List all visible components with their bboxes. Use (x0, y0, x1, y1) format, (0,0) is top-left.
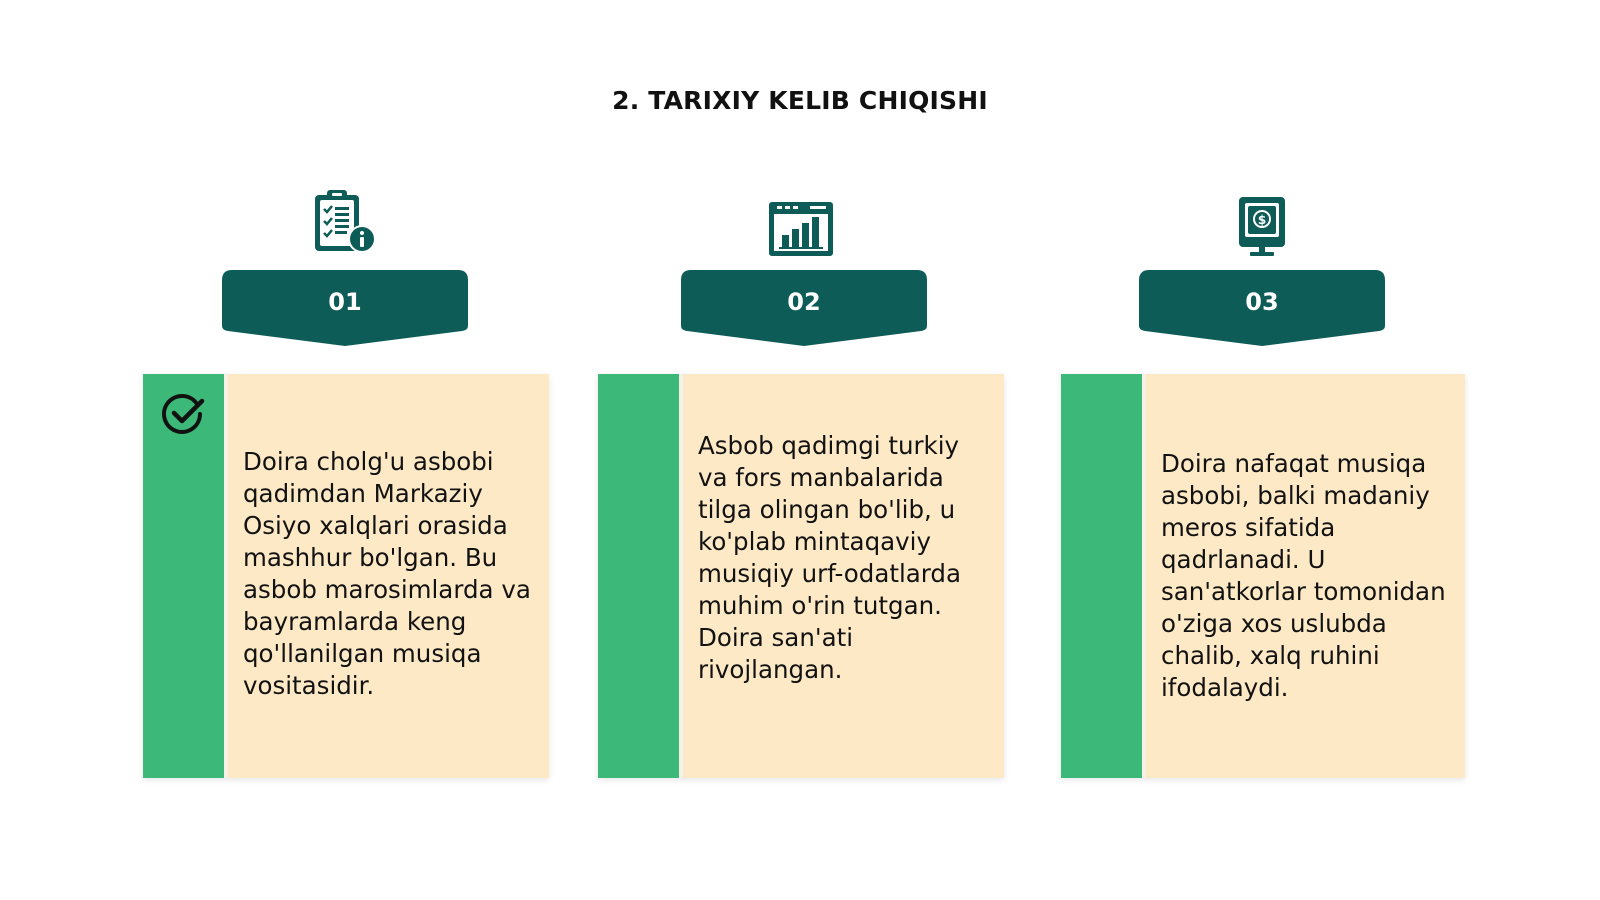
card-body (1142, 374, 1465, 778)
step-number: 03 (1245, 288, 1279, 316)
browser-bar-chart-icon (768, 201, 834, 261)
card-text: Doira nafaqat musiqa asbobi, balki madaniy meros sifatida qadrlanadi. U san'atkorlar tomonidan o'ziga xos uslubda chalib, xalq ruhini ifodalaydi. (1161, 449, 1446, 702)
step-number: 02 (787, 288, 821, 316)
step-badge-03 (1139, 270, 1385, 348)
card-accent-bar (1061, 374, 1142, 778)
info-card-02 (598, 374, 1004, 778)
card-body (224, 374, 549, 778)
card-accent-bar (598, 374, 679, 778)
page-title: 2. TARIXIY KELIB CHIQISHI (612, 86, 988, 115)
info-card-01 (143, 374, 549, 778)
card-text: Asbob qadimgi turkiy va fors manbalarida tilga olingan bo'lib, u ko'plab mintaqaviy musiqiy urf-odatlarda muhim o'rin tutgan. Doira san'ati rivojlangan. (698, 431, 961, 684)
step-badge-01 (222, 270, 468, 348)
step-number: 01 (328, 288, 362, 316)
card-accent-bar (143, 374, 224, 778)
card-text: Doira cholg'u asbobi qadimdan Markaziy Osiyo xalqlari orasida mashhur bo'lgan. Bu asbob marosimlarda va bayramlarda keng qo'llanilgan musiqa vositasidir. (243, 447, 531, 700)
step-badge-02 (681, 270, 927, 348)
card-body (679, 374, 1004, 778)
info-card-03 (1061, 374, 1465, 778)
monitor-dollar-icon (1236, 196, 1288, 262)
clipboard-checklist-info-icon (313, 189, 379, 259)
check-circle-icon (161, 392, 205, 440)
svg-text:$: $ (1257, 213, 1267, 227)
